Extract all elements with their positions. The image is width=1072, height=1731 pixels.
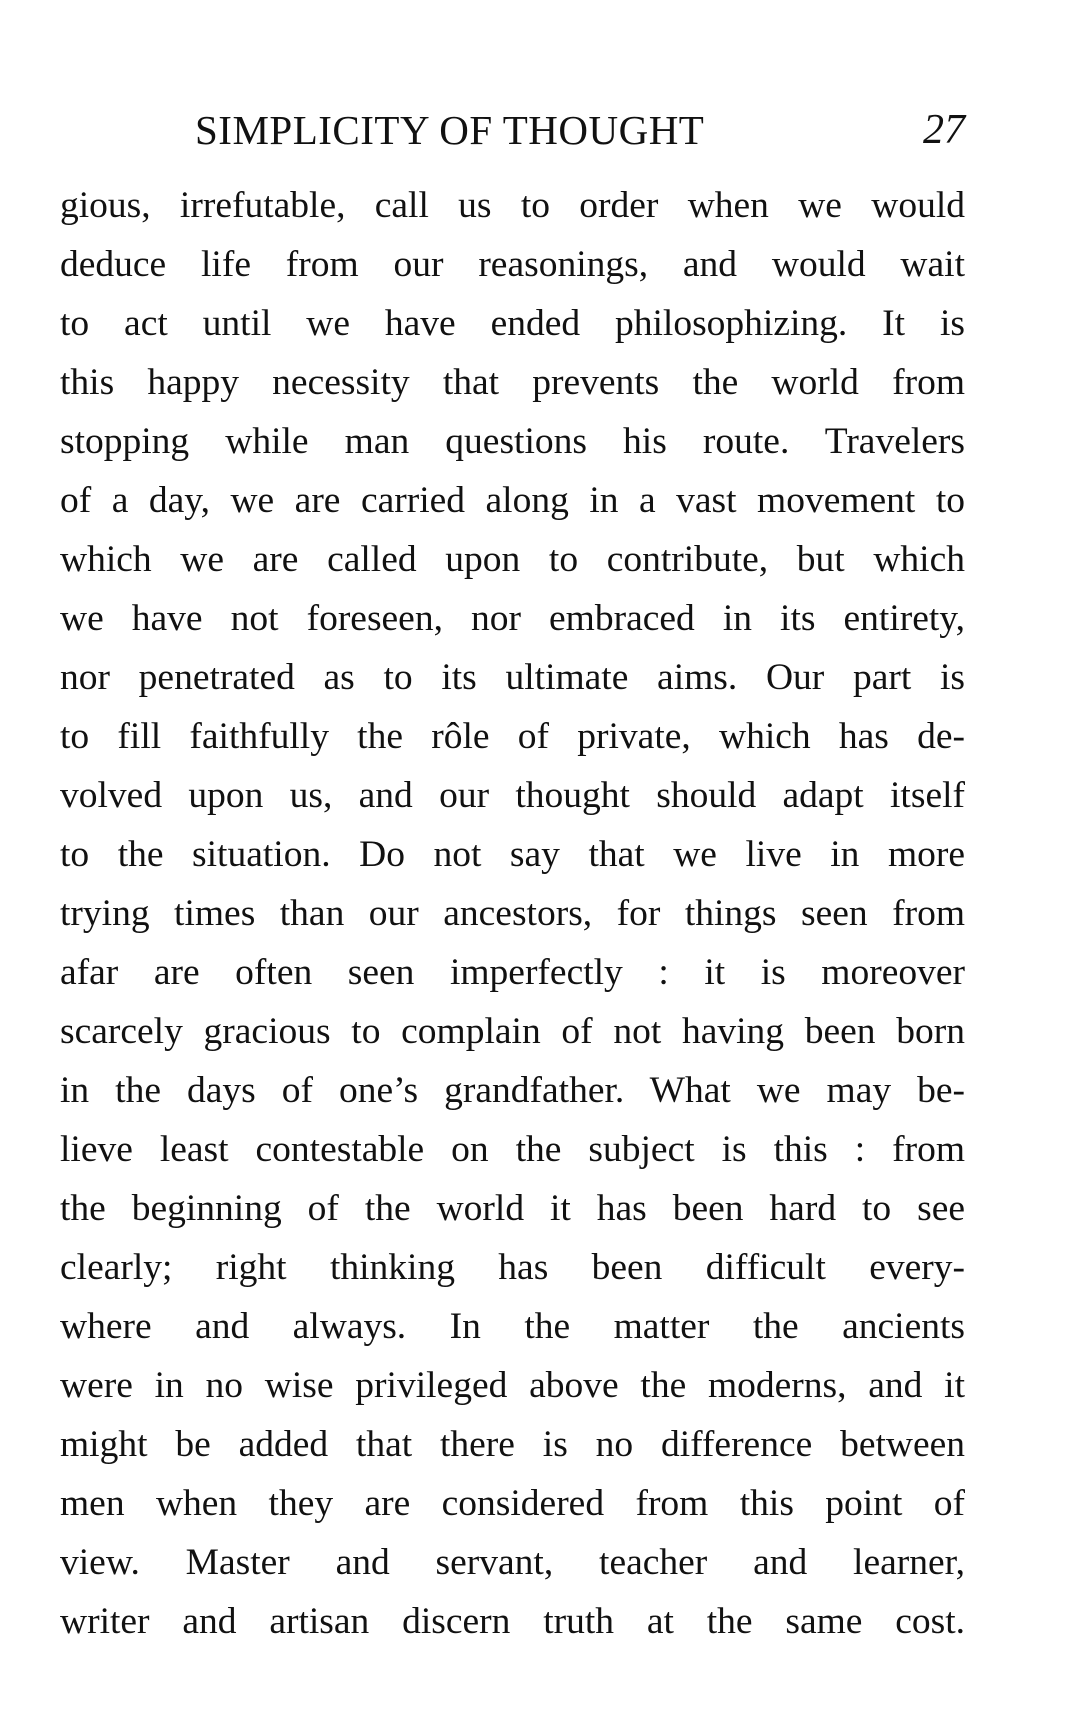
text-line: view. Master and servant, teacher and learner, — [60, 1542, 965, 1583]
text-line: which we are called upon to contribute, but which — [60, 539, 965, 580]
text-line: the beginning of the world it has been hard to see — [60, 1188, 965, 1229]
text-line: we have not foreseen, nor embraced in its entirety, — [60, 598, 965, 639]
text-line: might be added that there is no difference between — [60, 1424, 965, 1465]
text-line: in the days of one’s grandfather. What we may be- — [60, 1070, 965, 1111]
text-line: where and always. In the matter the ancients — [60, 1306, 965, 1347]
chapter-title: SIMPLICITY OF THOUGHT — [195, 107, 705, 153]
text-line: clearly; right thinking has been difficult every- — [60, 1247, 965, 1288]
text-line: to fill faithfully the rôle of private, which has de- — [60, 716, 965, 757]
text-line: scarcely gracious to complain of not having been born — [60, 1011, 965, 1052]
text-line: gious, irrefutable, call us to order when we would — [60, 185, 965, 226]
text-line: afar are often seen imperfectly : it is moreover — [60, 952, 965, 993]
text-line: writer and artisan discern truth at the same cost. — [60, 1601, 965, 1642]
text-line: men when they are considered from this point of — [60, 1483, 965, 1524]
text-line: stopping while man questions his route. Travelers — [60, 421, 965, 462]
text-line: to act until we have ended philosophizing. It is — [60, 303, 965, 344]
text-line: of a day, we are carried along in a vast movement to — [60, 480, 965, 521]
running-header — [195, 100, 965, 160]
text-line: trying times than our ancestors, for things seen from — [60, 893, 965, 934]
text-line: volved upon us, and our thought should adapt itself — [60, 775, 965, 816]
body-text — [60, 176, 965, 1651]
page-number: 27 — [923, 107, 965, 153]
text-line: lieve least contestable on the subject is this : from — [60, 1129, 965, 1170]
text-line: were in no wise privileged above the moderns, and it — [60, 1365, 965, 1406]
text-line: nor penetrated as to its ultimate aims. Our part is — [60, 657, 965, 698]
text-line: this happy necessity that prevents the world from — [60, 362, 965, 403]
text-line: to the situation. Do not say that we live in more — [60, 834, 965, 875]
text-line: deduce life from our reasonings, and would wait — [60, 244, 965, 285]
